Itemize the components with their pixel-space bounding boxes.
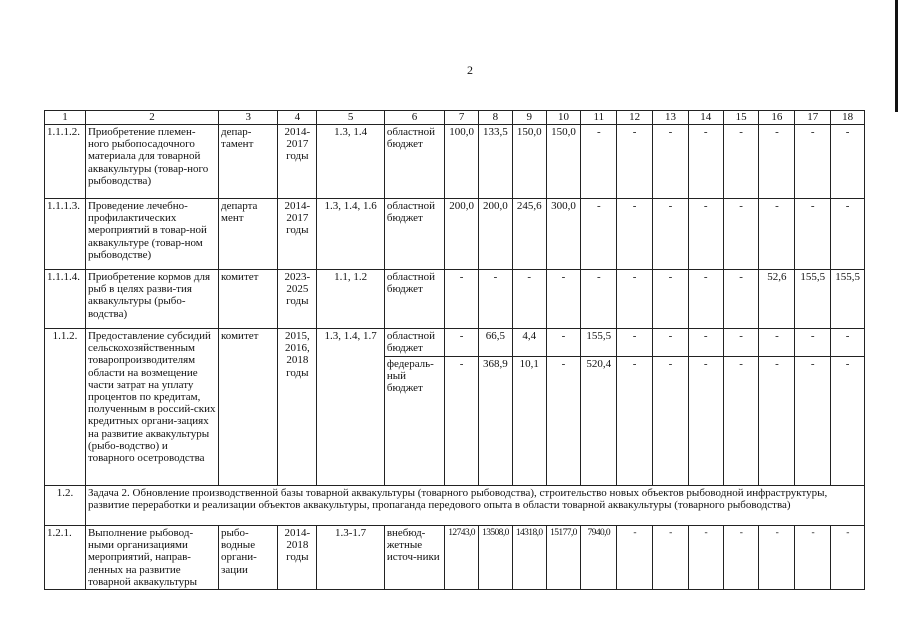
value-cell: - (617, 199, 653, 270)
indicators: 1.3, 1.4 (317, 125, 385, 199)
executor: комитет (219, 329, 278, 486)
value-cell: 4,4 (512, 329, 546, 357)
column-number: 13 (653, 111, 689, 125)
column-number: 11 (581, 111, 617, 125)
value-cell: - (831, 357, 865, 486)
table-row (45, 125, 865, 199)
program-table (44, 110, 865, 590)
table-row (45, 329, 865, 357)
column-number: 2 (85, 111, 218, 125)
column-number: 16 (759, 111, 795, 125)
value-cell: 200,0 (479, 199, 513, 270)
activity-title: Выполнение рыбовод-ными организациями мероприятий, направ-ленных на развитие товарной аквакультуры (85, 526, 218, 590)
value-cell: - (795, 125, 831, 199)
value-cell: - (617, 329, 653, 357)
value-cell: - (795, 526, 831, 590)
value-cell: 52,6 (759, 270, 795, 329)
period: 2023-2025 годы (278, 270, 317, 329)
value-cell: - (795, 199, 831, 270)
value-cell: - (445, 329, 479, 357)
column-number: 7 (445, 111, 479, 125)
value-cell: 155,5 (795, 270, 831, 329)
indicators: 1.3, 1.4, 1.7 (317, 329, 385, 486)
task-text: Задача 2. Обновление производственной базы товарной аквакультуры (товарного рыбоводства), строительство новых объектов рыбоводной инфраструктуры, развитие переработки и реализации объектов аквакультуры, пропаганда передового опыта в области товарной аквакультуры (товарного рыбоводства) (85, 486, 864, 526)
value-cell: - (831, 199, 865, 270)
column-number: 14 (688, 111, 723, 125)
activity-title: Приобретение кормов для рыб в целях разви-тия аквакультуры (рыбо-водства) (85, 270, 218, 329)
value-cell: 245,6 (512, 199, 546, 270)
task-row (45, 486, 865, 526)
value-cell: - (688, 526, 723, 590)
value-cell: - (653, 125, 689, 199)
value-cell: 10,1 (512, 357, 546, 486)
value-cell: - (759, 526, 795, 590)
value-cell: 100,0 (445, 125, 479, 199)
value-cell: - (617, 270, 653, 329)
value-cell: - (723, 270, 759, 329)
value-cell: 368,9 (479, 357, 513, 486)
row-number: 1.1.1.2. (45, 125, 86, 199)
value-cell: - (617, 357, 653, 486)
value-cell: - (653, 199, 689, 270)
value-cell: 155,5 (831, 270, 865, 329)
table-row (45, 199, 865, 270)
value-cell: - (546, 329, 581, 357)
value-cell: - (723, 329, 759, 357)
page-number: 2 (467, 63, 473, 77)
column-number: 15 (723, 111, 759, 125)
value-cell: - (759, 125, 795, 199)
activity-title: Предоставление субсидий сельскохозяйственным товаропроизводителям области на возмещение части затрат на уплату процентов по кредитам, полученным в россий-ских кредитных органи-зациях на развитие аквакультуры (рыбо-водство) и товарного осетроводства (85, 329, 218, 486)
value-cell: 15177,0 (546, 526, 581, 590)
value-cell: - (795, 357, 831, 486)
indicators: 1.3-1.7 (317, 526, 385, 590)
period: 2014-2017 годы (278, 125, 317, 199)
value-cell: - (759, 357, 795, 486)
column-number: 4 (278, 111, 317, 125)
value-cell: - (479, 270, 513, 329)
value-cell: - (831, 125, 865, 199)
value-cell: - (445, 357, 479, 486)
value-cell: - (723, 125, 759, 199)
indicators: 1.3, 1.4, 1.6 (317, 199, 385, 270)
row-number: 1.2.1. (45, 526, 86, 590)
period: 2015, 2016, 2018 годы (278, 329, 317, 486)
column-number: 12 (617, 111, 653, 125)
value-cell: - (445, 270, 479, 329)
value-cell: - (653, 270, 689, 329)
value-cell: - (723, 526, 759, 590)
value-cell: - (759, 329, 795, 357)
column-number: 9 (512, 111, 546, 125)
column-number: 17 (795, 111, 831, 125)
value-cell: 66,5 (479, 329, 513, 357)
activity-title: Проведение лечебно-профилактических мероприятий в товар-ной аквакультуре (товар-ном рыбоводстве) (85, 199, 218, 270)
value-cell: - (653, 329, 689, 357)
column-number: 1 (45, 111, 86, 125)
value-cell: - (546, 357, 581, 486)
value-cell: - (723, 357, 759, 486)
row-number: 1.1.2. (45, 329, 86, 486)
column-number: 10 (546, 111, 581, 125)
value-cell: 150,0 (546, 125, 581, 199)
value-cell: - (617, 125, 653, 199)
task-number: 1.2. (45, 486, 86, 526)
executor: комитет (219, 270, 278, 329)
value-cell: 14318,0 (512, 526, 546, 590)
value-cell: - (688, 199, 723, 270)
column-number: 3 (219, 111, 278, 125)
funding-source: внебюд-жетные источ-ники (384, 526, 444, 590)
table-row (45, 526, 865, 590)
period: 2014-2017 годы (278, 199, 317, 270)
value-cell: - (617, 526, 653, 590)
funding-source: областной бюджет (384, 270, 444, 329)
table-row (45, 270, 865, 329)
funding-source: областной бюджет (384, 199, 444, 270)
activity-title: Приобретение племен-ного рыбопосадочного материала для товарной аквакультуры (товар-ного рыбоводства) (85, 125, 218, 199)
executor: рыбо-водные органи-зации (219, 526, 278, 590)
period: 2014-2018 годы (278, 526, 317, 590)
value-cell: - (546, 270, 581, 329)
column-number: 6 (384, 111, 444, 125)
executor: департа мент (219, 199, 278, 270)
column-number: 18 (831, 111, 865, 125)
value-cell: 155,5 (581, 329, 617, 357)
value-cell: - (688, 125, 723, 199)
value-cell: - (795, 329, 831, 357)
value-cell: - (723, 199, 759, 270)
value-cell: 300,0 (546, 199, 581, 270)
value-cell: - (581, 199, 617, 270)
funding-source: федераль-ный бюджет (384, 357, 444, 486)
funding-source: областной бюджет (384, 329, 444, 357)
column-number: 5 (317, 111, 385, 125)
value-cell: 7940,0 (581, 526, 617, 590)
value-cell: - (512, 270, 546, 329)
row-number: 1.1.1.4. (45, 270, 86, 329)
value-cell: - (581, 270, 617, 329)
value-cell: - (688, 357, 723, 486)
executor: депар-тамент (219, 125, 278, 199)
funding-source: областной бюджет (384, 125, 444, 199)
value-cell: 12743,0 (445, 526, 479, 590)
column-number: 8 (479, 111, 513, 125)
value-cell: 150,0 (512, 125, 546, 199)
value-cell: - (759, 199, 795, 270)
header-row (45, 111, 865, 125)
row-number: 1.1.1.3. (45, 199, 86, 270)
value-cell: - (653, 357, 689, 486)
scan-edge-line (895, 0, 898, 112)
value-cell: - (831, 329, 865, 357)
value-cell: - (688, 329, 723, 357)
value-cell: - (653, 526, 689, 590)
value-cell: 520,4 (581, 357, 617, 486)
value-cell: 200,0 (445, 199, 479, 270)
value-cell: - (688, 270, 723, 329)
value-cell: 13508,0 (479, 526, 513, 590)
value-cell: - (831, 526, 865, 590)
indicators: 1.1, 1.2 (317, 270, 385, 329)
value-cell: 133,5 (479, 125, 513, 199)
value-cell: - (581, 125, 617, 199)
